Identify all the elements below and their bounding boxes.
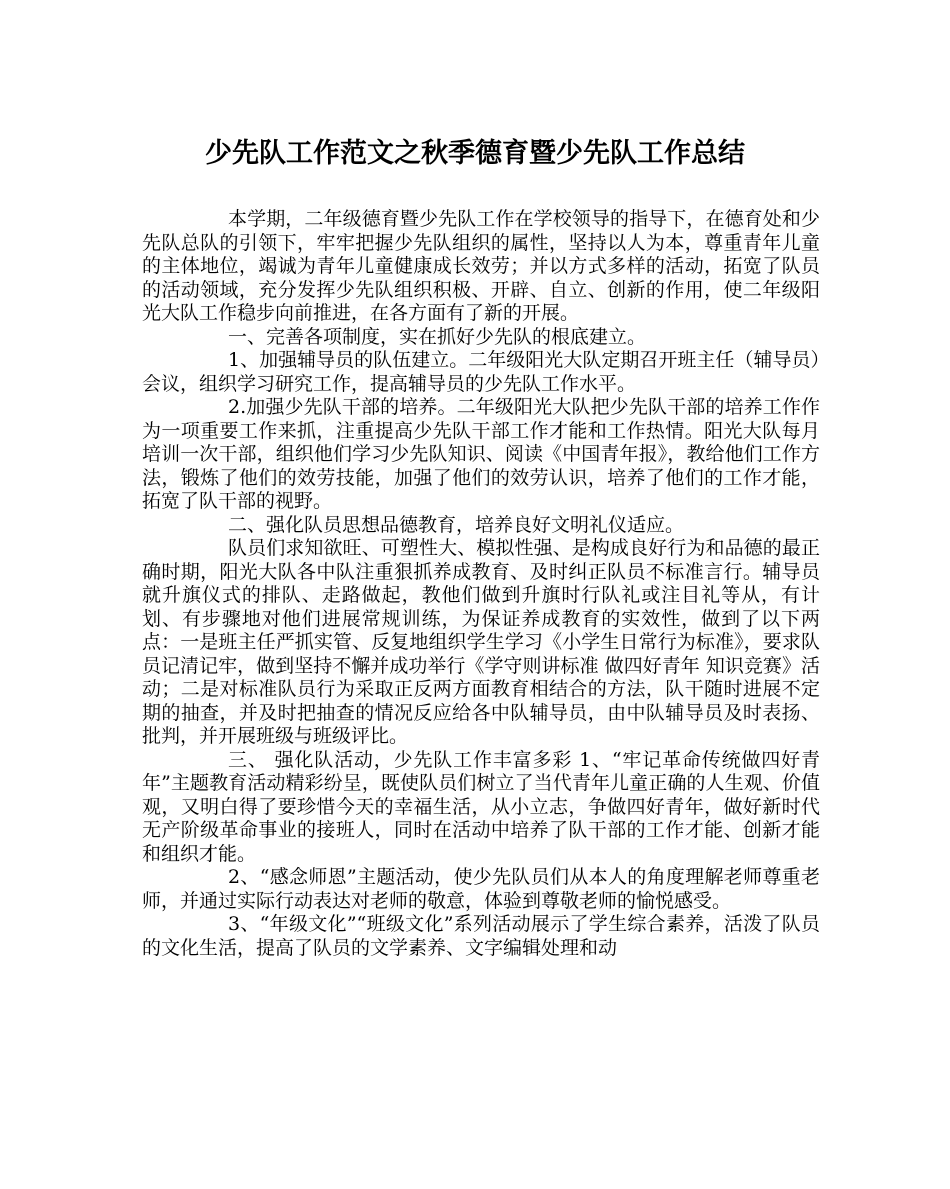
document-title: 少先队工作范文之秋季德育暨少先队工作总结 [205,138,745,169]
paragraph-counselor-team: 1、加强辅导员的队伍建立。二年级阳光大队定期召开班主任（辅导员）会议，组织学习研究工作，提高辅导员的少先队工作水平。 [142,349,820,395]
document-body [142,208,820,960]
section-heading-1: 一、完善各项制度，实在抓好少先队的根底建立。 [228,325,647,348]
paragraph-intro: 本学期，二年级德育暨少先队工作在学校领导的指导下，在德育处和少先队总队的引领下，牢牢把握少先队组织的属性，坚持以人为本，尊重青年儿童的主体地位，竭诚为青年儿童健康成长效劳；并以方式多样的活动，拓宽了队员的活动领域，充分发挥少先队组织积极、开辟、自立、创新的作用，使二年级阳光大队工作稳步向前推进，在各方面有了新的开展。 [142,208,820,324]
section-heading-2: 二、强化队员思想品德教育，培养良好文明礼仪适应。 [228,513,685,536]
paragraph-section-3: 三、 强化队活动，少先队工作丰富多彩 1、“牢记革命传统做四好青年”主题教育活动精彩纷呈，既使队员们树立了当代青年儿童正确的人生观、价值观，又明白得了要珍惜今天的幸福生活，从小立志，争做四好青年，做好新时代无产阶级革命事业的接班人，同时在活动中培养了队干部的工作才能、创新才能和组织才能。 [142,748,820,865]
paragraph-moral-education: 队员们求知欲旺、可塑性大、模拟性强、是构成良好行为和品德的最正确时期，阳光大队各中队注重狠抓养成教育、及时纠正队员不标准言行。辅导员就升旗仪式的排队、走路做起，教他们做到升旗时行队礼或注目礼等从，有计划、有步骤地对他们进展常规训练，为保证养成教育的实效性，做到了以下两点：一是班主任严抓实管、反复地组织学生学习《小学生日常行为标准》，要求队员记清记牢，做到坚持不懈并成功举行《学守则讲标准 做四好青年 知识竞赛》活动；二是对标准队员行为采取正反两方面教育相结合的方法，队干随时进展不定期的抽查，并及时把抽查的情况反应给各中队辅导员，由中队辅导员及时表扬、批判，并开展班级与班级评比。 [142,537,820,747]
paragraph-culture-activities: 3、“年级文化”“班级文化”系列活动展示了学生综合素养，活泼了队员的文化生活，提高了队员的文学素养、文字编辑处理和动 [142,913,820,959]
paragraph-cadre-training: 2.加强少先队干部的培养。二年级阳光大队把少先队干部的培养工作作为一项重要工作来抓，注重提高少先队干部工作才能和工作热情。阳光大队每月培训一次干部，组织他们学习少先队知识、阅读《中国青年报》，教给他们工作方法，锻炼了他们的效劳技能，加强了他们的效劳认识，培养了他们的工作才能，拓宽了队干部的视野。 [142,396,820,512]
paragraph-teacher-gratitude: 2、“感念师恩”主题活动，使少先队员们从本人的角度理解老师尊重老师，并通过实际行动表达对老师的敬意，体验到尊敬老师的愉悦感受。 [142,866,820,912]
